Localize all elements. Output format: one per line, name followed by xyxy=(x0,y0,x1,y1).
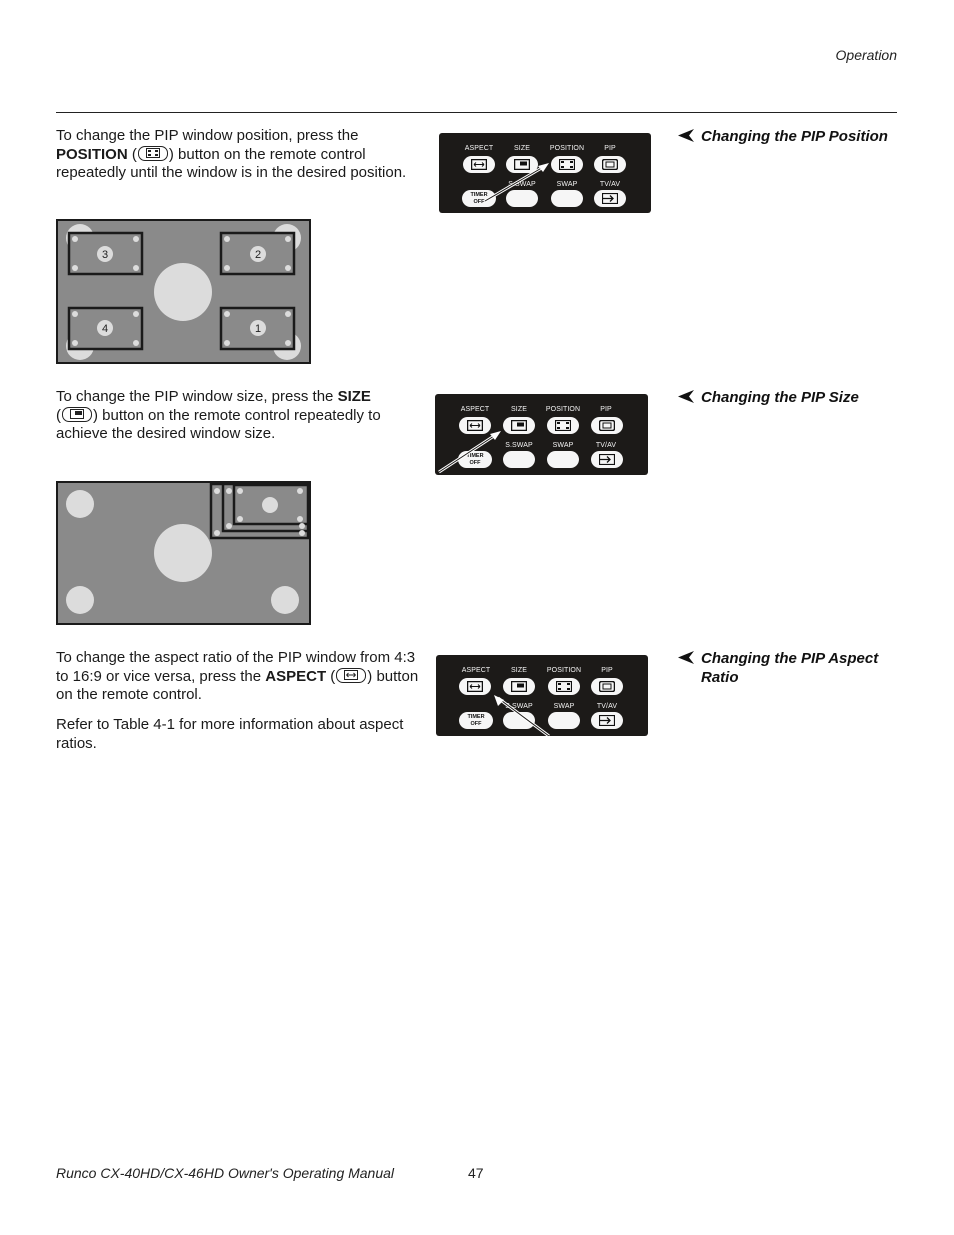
remote-tvav-label: TV/AV xyxy=(595,442,617,449)
remote-position-label: POSITION xyxy=(546,667,582,674)
remote-pip-label: PIP xyxy=(600,406,612,413)
aspect-note xyxy=(56,716,422,753)
remote-tvav-label: TV/AV xyxy=(599,181,621,188)
remote-sswap-label: S.SWAP xyxy=(505,442,533,449)
remote-tvav-label: TV/AV xyxy=(596,703,618,710)
position-text-post: ) button on the remote control repeatedly until the window is in the desired position. xyxy=(56,145,407,181)
aspect-text-mid: ( xyxy=(326,667,336,685)
remote-size-label: SIZE xyxy=(514,145,530,152)
heading-pip-aspect-ratio-text: Changing the PIP Aspect Ratio xyxy=(701,650,879,686)
heading-pip-position-text: Changing the PIP Position xyxy=(701,128,888,145)
quadrant-label-4: 4 xyxy=(101,323,109,335)
heading-arrow-icon xyxy=(678,129,694,142)
pointer-arrow-icon xyxy=(436,655,648,736)
timer-line1: TIMER xyxy=(470,192,488,198)
pip-position-diagram xyxy=(56,219,312,365)
remote-pip-label: PIP xyxy=(604,145,616,152)
position-text-pre: To change the PIP window position, press the xyxy=(56,127,359,144)
heading-pip-size xyxy=(678,388,903,407)
size-instructions xyxy=(56,388,421,444)
remote-size-label: SIZE xyxy=(511,406,527,413)
remote-swap-label: SWAP xyxy=(552,442,574,449)
position-instructions xyxy=(56,127,421,183)
heading-arrow-icon xyxy=(678,651,694,664)
remote-aspect-label: ASPECT xyxy=(461,667,491,674)
aspect-note-text: Refer to Table 4-1 for more information about aspect ratios. xyxy=(56,716,404,752)
remote-swap-label: SWAP xyxy=(553,703,575,710)
timer-line2: OFF xyxy=(469,460,481,466)
remote-aspect-label: ASPECT xyxy=(460,406,490,413)
size-key-name: SIZE xyxy=(337,388,371,405)
pointer-arrow-icon xyxy=(435,394,648,475)
remote-position-label: POSITION xyxy=(545,406,581,413)
heading-pip-position xyxy=(678,127,903,146)
aspect-instructions xyxy=(56,649,422,705)
quadrant-label-2: 2 xyxy=(254,249,262,261)
running-header: Operation xyxy=(835,47,897,63)
timer-line2: OFF xyxy=(473,199,485,205)
size-text-post: ) button on the remote control repeatedly to achieve the desired window size. xyxy=(56,406,381,442)
remote-sswap-label: S.SWAP xyxy=(505,703,533,710)
size-button-icon xyxy=(62,407,92,422)
heading-arrow-icon xyxy=(678,390,694,403)
remote-swap-label: SWAP xyxy=(556,181,578,188)
quadrant-label-1: 1 xyxy=(254,323,262,335)
remote-aspect-label: ASPECT xyxy=(464,145,494,152)
aspect-key-name: ASPECT xyxy=(265,667,327,685)
heading-pip-size-text: Changing the PIP Size xyxy=(701,389,859,406)
aspect-button-icon xyxy=(336,668,366,683)
footer-manual-title: Runco CX-40HD/CX-46HD Owner's Operating Manual xyxy=(56,1165,395,1181)
remote-illustration-aspect xyxy=(436,655,648,736)
remote-illustration-position xyxy=(439,133,651,213)
position-text-mid: ( xyxy=(127,145,137,163)
timer-line1: TIMER xyxy=(466,453,484,459)
aspect-text-post: ) button on the remote control. xyxy=(56,667,419,703)
remote-illustration-size xyxy=(435,394,648,475)
position-button-icon xyxy=(138,146,168,161)
size-text-mid: ( xyxy=(56,406,61,424)
timer-line1: TIMER xyxy=(467,714,485,720)
quadrant-label-3: 3 xyxy=(101,249,109,261)
timer-line2: OFF xyxy=(470,721,482,727)
pip-size-diagram xyxy=(56,481,312,626)
heading-pip-aspect-ratio xyxy=(678,649,903,687)
footer-page-number: 47 xyxy=(468,1165,484,1181)
aspect-text-pre: To change the aspect ratio of the PIP window from 4:3 to 16:9 or vice versa, press the xyxy=(56,649,416,685)
remote-sswap-label: S.SWAP xyxy=(508,181,536,188)
pointer-arrow-icon xyxy=(439,133,651,213)
remote-size-label: SIZE xyxy=(511,667,527,674)
size-text-pre: To change the PIP window size, press the xyxy=(56,388,334,405)
remote-pip-label: PIP xyxy=(601,667,613,674)
remote-position-label: POSITION xyxy=(549,145,585,152)
position-key-name: POSITION xyxy=(56,145,128,163)
header-rule xyxy=(56,112,897,113)
